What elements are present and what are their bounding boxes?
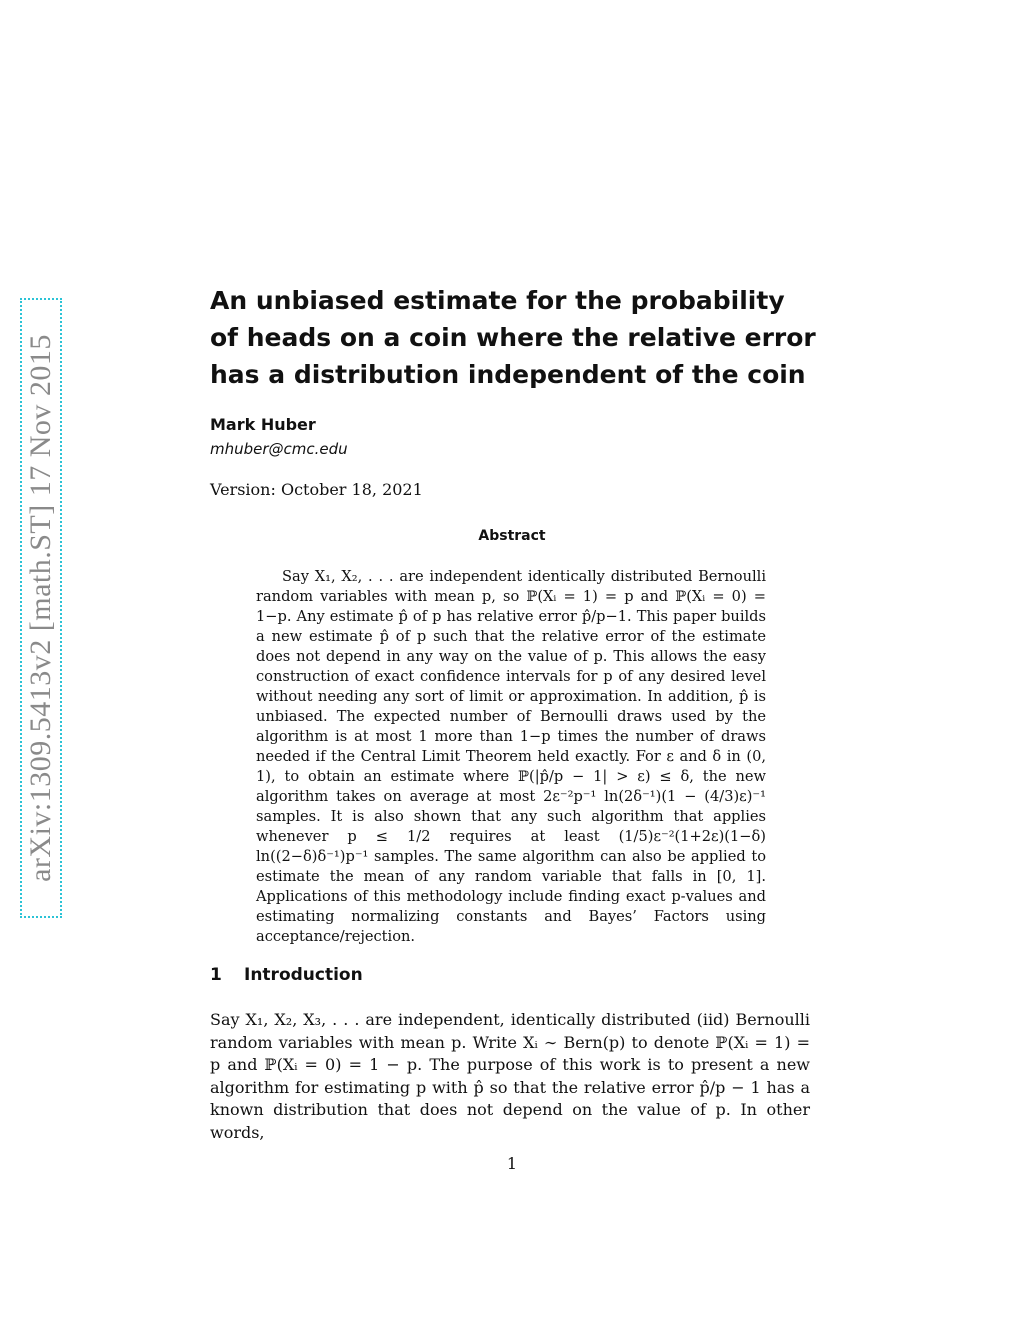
paper-title: An unbiased estimate for the probability of heads on a coin where the relative error has a distribution independent of the coin <box>210 286 816 389</box>
page-number: 1 <box>506 1154 518 1173</box>
author-email: mhuber@cmc.edu <box>210 440 348 458</box>
section-heading <box>210 965 363 985</box>
arxiv-stamp-text: arXiv:1309.5413v2 [math.ST] 17 Nov 2015 <box>24 334 57 882</box>
version-line: Version: October 18, 2021 <box>210 480 423 499</box>
abstract-heading: Abstract <box>478 528 546 544</box>
arxiv-stamp <box>20 298 62 918</box>
abstract-body: Say X₁, X₂, . . . are independent identically distributed Bernoulli random variables with mean p, so ℙ(Xᵢ = 1) = p and ℙ(Xᵢ = 0) = 1−p. Any estimate p̂ of p has relative error p̂/p−1. This paper builds a new estimate p̂ of p such that the relative error of the estimate does not depend in any way on the value of p. This allows the easy construction of exact confidence intervals for p of any desired level without needing any sort of limit or approximation. In addition, p̂ is unbiased. The expected number of Bernoulli draws used by the algorithm is at most 1 more than 1−p times the number of draws needed if the Central Limit Theorem held exactly. For ε and δ in (0, 1), to obtain an estimate where ℙ(|p̂/p − 1| > ε) ≤ δ, the new algorithm takes on average at most 2ε⁻²p⁻¹ ln(2δ⁻¹)(1 − (4/3)ε)⁻¹ samples. It is also shown that any such algorithm that applies whenever p ≤ 1/2 requires at least (1/5)ε⁻²(1+2ε)(1−δ) ln((2−δ)δ⁻¹)p⁻¹ samples. The same algorithm can also be applied to estimate the mean of any random variable that falls in [0, 1]. Applications of this methodology include finding exact p-values and estimating normalizing constants and Bayes’ Factors using acceptance/rejection. <box>256 568 766 945</box>
section-title: Introduction <box>244 965 363 985</box>
introduction-body: Say X₁, X₂, X₃, . . . are independent, identically distributed (iid) Bernoulli random variables with mean p. Write Xᵢ ∼ Bern(p) to denote ℙ(Xᵢ = 1) = p and ℙ(Xᵢ = 0) = 1 − p. The purpose of this work is to present a new algorithm for estimating p with p̂ so that the relative error p̂/p − 1 has a known distribution that does not depend on the value of p. In other words, <box>210 1010 810 1142</box>
section-number: 1 <box>210 965 222 985</box>
author-name: Mark Huber <box>210 415 316 434</box>
